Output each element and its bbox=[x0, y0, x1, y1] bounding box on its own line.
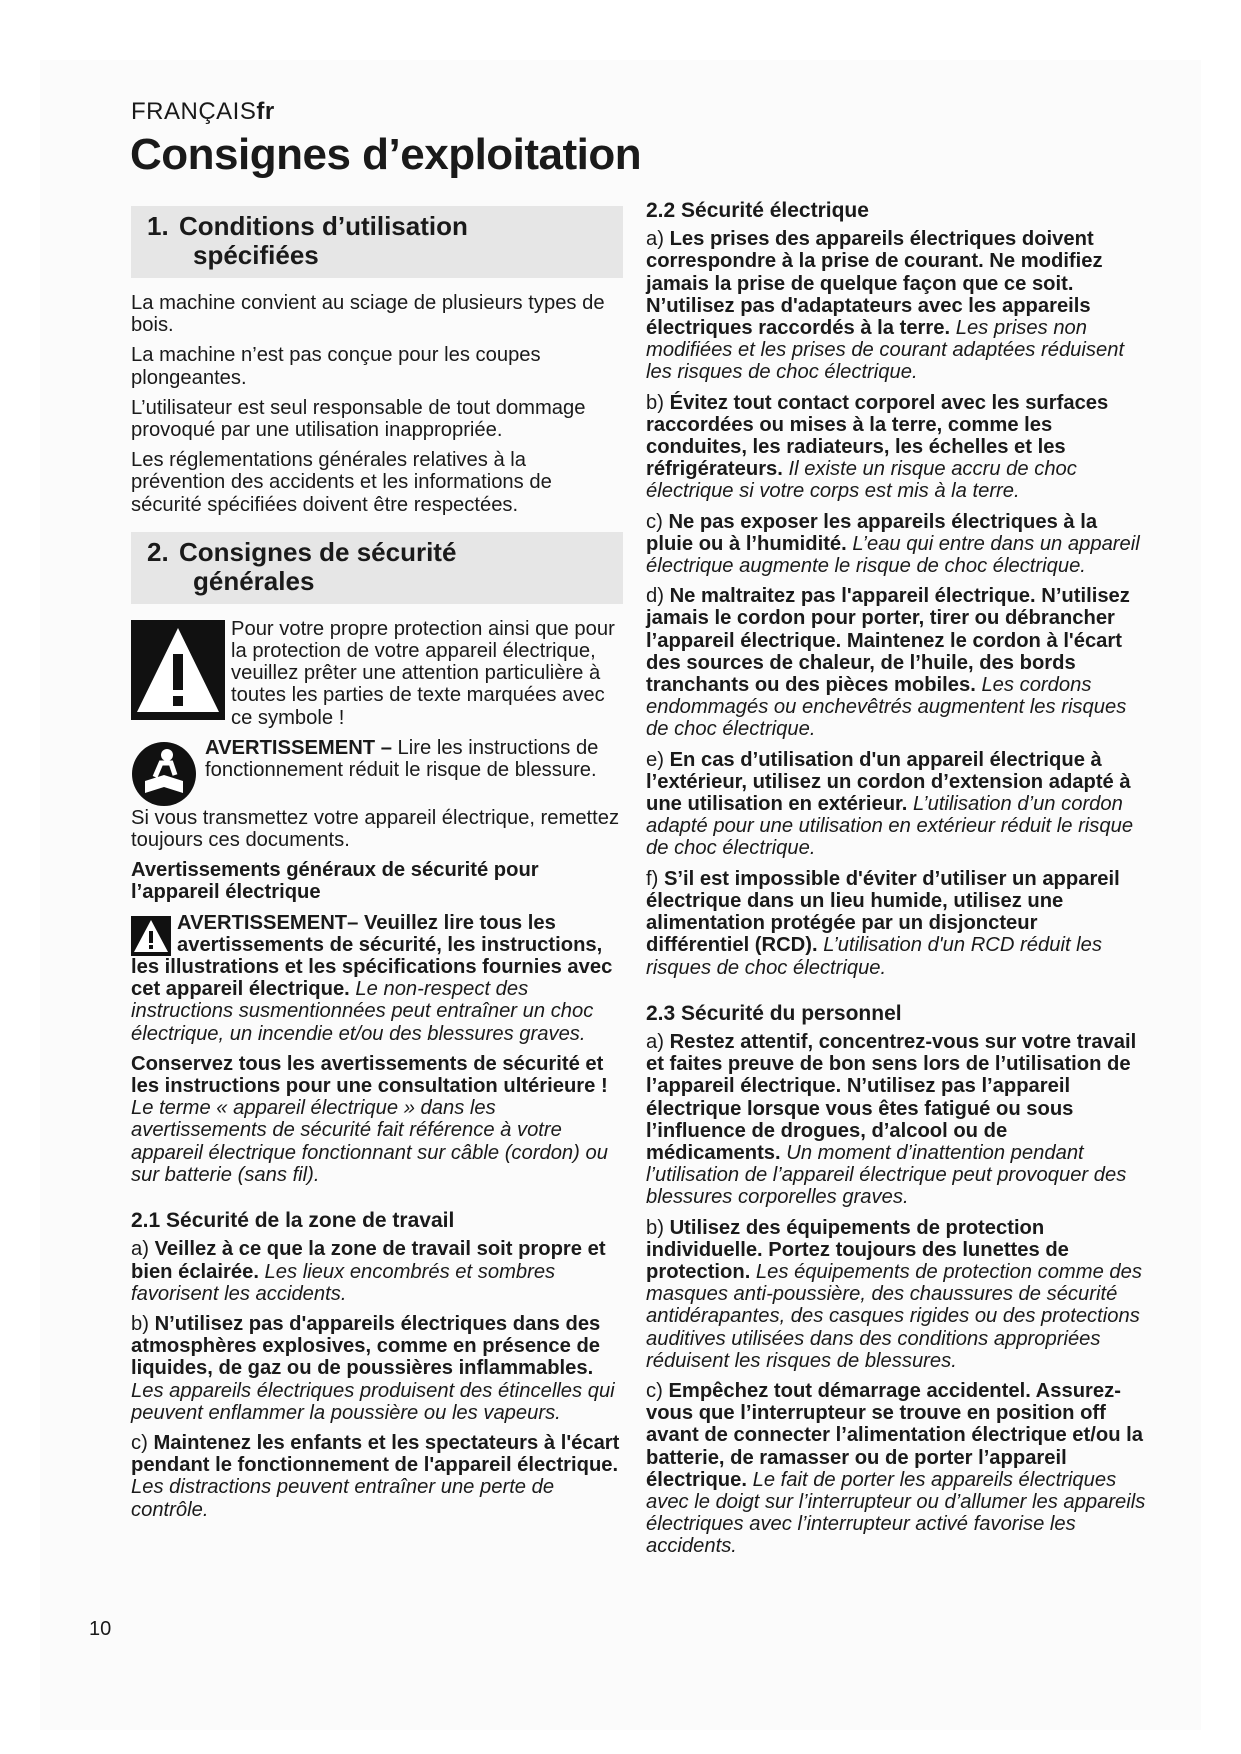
list-item: c) Maintenez les enfants et les spectateurs à l'écart pendant le fonctionnement de l'appareil électrique. Les distractions peuvent entraîner une perte de contrôle. bbox=[131, 1431, 620, 1521]
keep-warnings: Conservez tous les avertissements de sécurité et les instructions pour une consultation ultérieure ! Le terme « appareil électrique » dans les avertissements de sécurité fait référence à votre appareil électrique fonctionnant sur câble (cordon) ou sur batterie (sans fil). bbox=[131, 1052, 608, 1186]
list-item: d) Ne maltraitez pas l'appareil électrique. N’utilisez jamais le cordon pour porter, tirer ou débrancher l’appareil électrique. Maintenez le cordon à l'écart des sources de chaleur, de l’huile, des bords tranchants ou des pièces mobiles. Les cordons endommagés ou enchevêtrés augmentent les risques de choc électrique. bbox=[646, 585, 1130, 741]
section-2-heading: 2. Consignes de sécurité générales bbox=[131, 532, 623, 604]
section-1-paragraph: Les réglementations générales relatives à la prévention des accidents et les informations de sécurité spécifiées doivent être respectées. bbox=[131, 449, 552, 516]
avert-read-all: AVERTISSEMENT– Veuillez lire tous les avertissements de sécurité, les instructions, les illustrations et les spécifications fournies avec cet appareil électrique. Le non-respect des instructions susmentionnées peut entraîner un choc électrique, un incendie et/ou des blessures graves. bbox=[131, 911, 613, 1045]
list-item: c) Empêchez tout démarrage accidentel. Assurez-vous que l’interrupteur se trouve en position off avant de connecter l’alimentation électrique et/ou la batterie, de ramasser ou de porter l’appareil électrique. Le fait de porter les appareils électriques avec le doigt sur l’interrupteur ou d’allumer les appareils électriques avec l’interrupteur activé favorise les accidents. bbox=[646, 1379, 1146, 1558]
section-1-paragraph: L’utilisateur est seul responsable de tout dommage provoqué par une utilisation inappropriée. bbox=[131, 396, 586, 442]
transmit-note: Si vous transmettez votre appareil électrique, remettez toujours ces documents. bbox=[131, 806, 620, 852]
list-item: b) Évitez tout contact corporel avec les surfaces raccordées ou mises à la terre, comme les conduites, les radiateurs, les échelles et les réfrigérateurs. Il existe un risque accru de choc électrique si votre corps est mis à la terre. bbox=[646, 391, 1109, 503]
section-1-heading: 1. Conditions d’utilisation spécifiées bbox=[131, 206, 623, 278]
list-item: a) Restez attentif, concentrez-vous sur votre travail et faites preuve de bon sens lors de l’utilisation de l’appareil électrique. N’utilisez pas l’appareil électrique lorsque vous êtes fatigué ou sous l’influence de drogues, d’alcool ou de médicaments. Un moment d’inattention pendant l’utilisation de l’appareil électrique peut provoquer des blessures corporelles graves. bbox=[646, 1030, 1137, 1209]
section-2-3-heading: 2.3 Sécurité du personnel bbox=[646, 1001, 902, 1025]
list-item: b) N’utilisez pas d'appareils électriques dans des atmosphères explosives, comme en présence de liquides, de gaz ou de poussières inflammables. Les appareils électriques produisent des étincelles qui peuvent enflammer la poussière ou les vapeurs. bbox=[131, 1312, 615, 1424]
page-title: Consignes d’exploitation bbox=[130, 130, 642, 179]
warning-note: Pour votre propre protection ainsi que pour la protection de votre appareil électrique, veuillez prêter une attention particulière à toutes les parties de texte marquées avec ce symbole ! bbox=[131, 618, 623, 729]
list-item: b) Utilisez des équipements de protection individuelle. Portez toujours des lunettes de protection. Les équipements de protection comme des masques anti-poussière, des chaussures de sécurité antidérapantes, des casques rigides ou des protections auditives utilisées dans des conditions appropriées réduisent les risques de blessures. bbox=[646, 1216, 1142, 1372]
list-item: f) S’il est impossible d'éviter d’utiliser un appareil électrique dans un lieu humide, utilisez une alimentation protégée par un disjoncteur différentiel (RCD). L’utilisation d'un RCD réduit les risques de choc électrique. bbox=[646, 867, 1120, 979]
page-number: 10 bbox=[89, 1618, 112, 1640]
list-item: a) Les prises des appareils électriques doivent correspondre à la prise de courant. Ne modifiez jamais la prise de quelque façon que ce soit. N’utilisez pas d'adaptateurs avec les appareils électriques raccordés à la terre. Les prises non modifiées et les prises de courant adaptées réduisent les risques de choc électrique. bbox=[646, 228, 1125, 384]
section-2-2-heading: 2.2 Sécurité électrique bbox=[646, 199, 869, 222]
left-column bbox=[131, 200, 623, 1529]
section-2-1-heading: 2.1 Sécurité de la zone de travail bbox=[131, 1209, 455, 1233]
general-warnings-heading: Avertissements généraux de sécurité pour l’appareil électrique bbox=[131, 859, 539, 904]
read-manual-icon bbox=[131, 741, 197, 807]
manual-note: AVERTISSEMENT – Lire les instructions de fonctionnement réduit le risque de blessure. bbox=[131, 737, 623, 781]
right-column bbox=[646, 200, 1146, 1566]
list-item: c) Ne pas exposer les appareils électriques à la pluie ou à l’humidité. L’eau qui entre dans un appareil électrique augmente le risque de choc électrique. bbox=[646, 510, 1140, 578]
warning-triangle-icon bbox=[131, 620, 225, 720]
section-1-paragraph: La machine convient au sciage de plusieurs types de bois. bbox=[131, 292, 605, 337]
section-1-paragraph: La machine n’est pas conçue pour les coupes plongeantes. bbox=[131, 344, 541, 389]
list-item: a) Veillez à ce que la zone de travail soit propre et bien éclairée. Les lieux encombrés et sombres favorisent les accidents. bbox=[131, 1238, 606, 1305]
list-item: e) En cas d’utilisation d'un appareil électrique à l’extérieur, utilisez un cordon d’extension adapté à une utilisation en extérieur. L’utilisation d’un cordon adapté pour une utilisation en extérieur réduit le risque de choc électrique. bbox=[646, 748, 1134, 860]
small-warning-icon bbox=[131, 916, 171, 956]
language-label: FRANÇAISfr bbox=[131, 98, 275, 125]
